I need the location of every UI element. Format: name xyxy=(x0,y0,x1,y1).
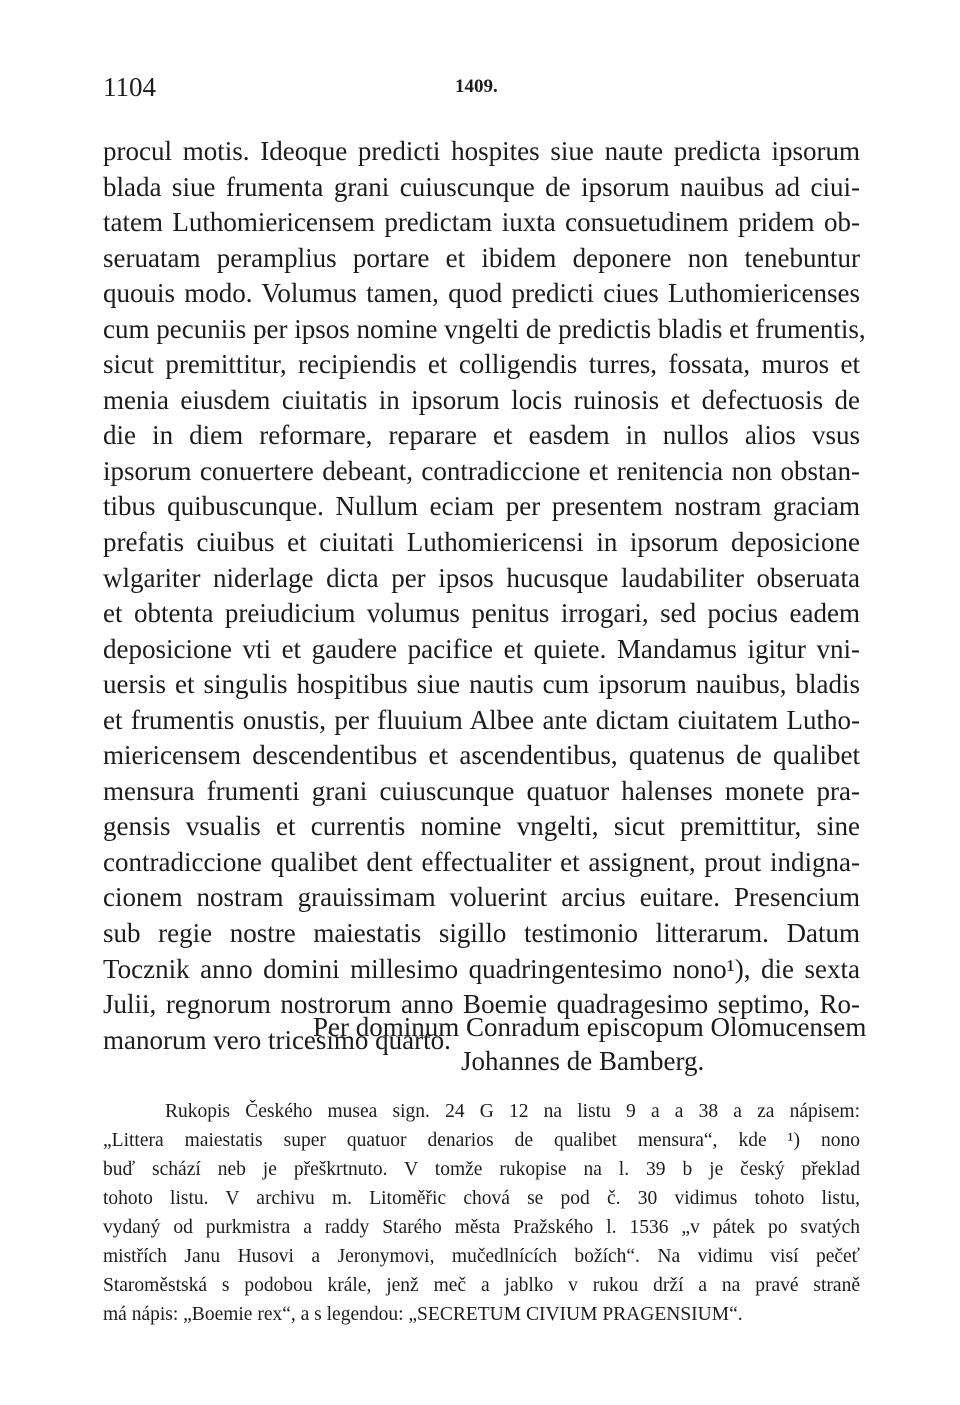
body-line: seruatam peramplius portare et ibidem deponere non tenebuntur xyxy=(103,242,860,273)
signature-line-1: Per dominum Conradum episcopum Olomucensem xyxy=(313,1012,867,1042)
note-line: „Littera maiestatis super quatuor denarios de qualibet mensura“, kde ¹) nono xyxy=(103,1130,860,1151)
body-line: Tocznik anno domini millesimo quadringentesimo nono¹), die sexta xyxy=(103,953,860,984)
body-line: prefatis ciuibus et ciuitati Luthomiericensi in ipsorum deposicione xyxy=(103,527,860,558)
body-line: deposicione vti et gaudere pacifice et quiete. Mandamus igitur vni- xyxy=(103,633,860,664)
body-line: die in diem reformare, reparare et easdem in nullos alios vsus xyxy=(103,420,860,451)
body-line: sicut premittitur, recipiendis et colligendis turres, fossata, muros et xyxy=(103,349,860,380)
page-number: 1104 xyxy=(103,72,156,102)
body-line: contradiccione qualibet dent effectualiter et assignent, prout indigna- xyxy=(103,846,860,877)
body-line: mensura frumenti grani cuiuscunque quatuor halenses monete pra- xyxy=(103,775,860,806)
body-line: gensis vsualis et currentis nomine vngelti, sicut premittitur, sine xyxy=(103,811,860,842)
note-line: Rukopis Českého musea sign. 24 G 12 na listu 9 a a 38 a za nápisem: xyxy=(165,1101,860,1122)
document-body xyxy=(103,134,866,1058)
body-line: quouis modo. Volumus tamen, quod predicti ciues Luthomiericenses xyxy=(103,278,860,309)
note-line: tohoto listu. V archivu m. Litoměřic chová se pod č. 30 vidimus tohoto listu, xyxy=(103,1188,860,1209)
body-line: Julii, regnorum nostrorum anno Boemie quadragesimo septimo, Ro- xyxy=(103,989,860,1020)
page-header xyxy=(103,72,860,108)
body-line: procul motis. Ideoque predicti hospites siue naute predicta ipsorum xyxy=(103,136,860,166)
body-line: manorum vero tricesimo quarto. xyxy=(103,1024,451,1055)
body-line: et obtenta preiudicium volumus penitus irrogari, sed pocius eadem xyxy=(103,598,860,629)
page-year-heading: 1409. xyxy=(455,76,498,97)
body-line: ipsorum conuertere debeant, contradiccione et renitencia non obstan- xyxy=(103,455,860,486)
body-line: cum pecuniis per ipsos nomine vngelti de predictis bladis et frumentis, xyxy=(103,313,866,344)
note-line: vydaný od purkmistra a raddy Starého města Pražského l. 1536 „v pátek po svatých xyxy=(103,1217,860,1238)
body-line: uersis et singulis hospitibus siue nautis cum ipsorum nauibus, bladis xyxy=(103,669,860,700)
body-line: et frumentis onustis, per fluuium Albee ante dictam ciuitatem Lutho- xyxy=(103,704,860,735)
body-line: tatem Luthomiericensem predictam iuxta consuetudinem pridem ob- xyxy=(103,207,860,238)
editorial-note xyxy=(103,1097,860,1329)
body-line: menia eiusdem ciuitatis in ipsorum locis ruinosis et defectuosis de xyxy=(103,384,860,415)
body-line: miericensem descendentibus et ascendentibus, quatenus de qualibet xyxy=(103,740,860,771)
signature-line-2: Johannes de Bamberg. xyxy=(461,1046,705,1076)
body-line: blada siue frumenta grani cuiuscunque de ipsorum nauibus ad ciui- xyxy=(103,171,860,202)
body-line: wlgariter niderlage dicta per ipsos hucusque laudabiliter obseruata xyxy=(103,562,860,593)
note-line: má nápis: „Boemie rex“, a s legendou: „SECRETUM CIVIUM PRAGENSIUM“. xyxy=(103,1304,743,1325)
note-line: mistřích Janu Husovi a Jeronymovi, mučedlnících božích“. Na vidimu visí pečeť xyxy=(103,1246,860,1267)
body-line: tibus quibuscunque. Nullum eciam per presentem nostram graciam xyxy=(103,491,860,522)
note-line: buď schází neb je přeškrtnuto. V tomže rukopise na l. 39 b je český překlad xyxy=(103,1159,860,1180)
note-line: Staroměstská s podobou krále, jenž meč a jablko v rukou drží a na pravé straně xyxy=(103,1275,860,1296)
body-line: sub regie nostre maiestatis sigillo testimonio litterarum. Datum xyxy=(103,918,860,949)
body-line: cionem nostram grauissimam voluerint arcius euitare. Presencium xyxy=(103,882,860,913)
